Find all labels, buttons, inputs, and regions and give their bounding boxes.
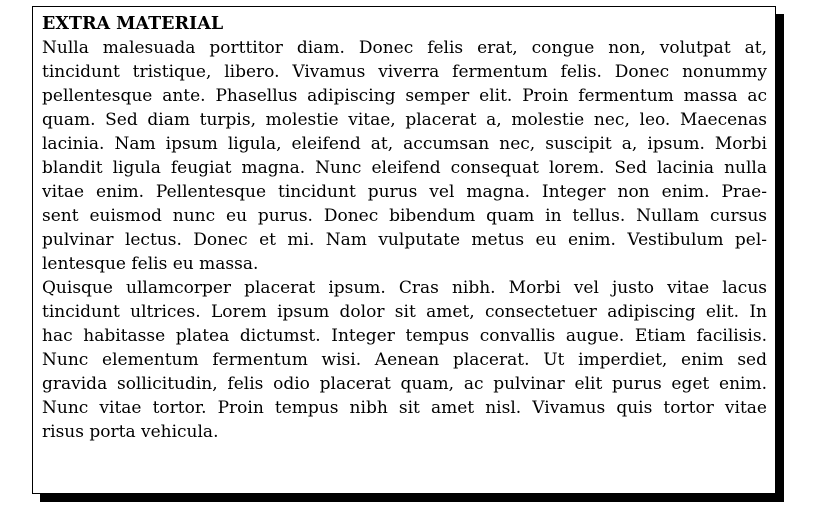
- text-line: Nunc vitae tortor. Proin tempus nibh sit amet nisl. Vivamus quis tortor vitae: [42, 398, 767, 418]
- text-line: tincidunt ultrices. Lorem ipsum dolor sit amet, consectetuer adipiscing elit. In: [42, 302, 767, 322]
- paragraph-1: [42, 36, 767, 276]
- text-line: Nunc elementum fermentum wisi. Aenean placerat. Ut imperdiet, enim sed: [42, 350, 767, 370]
- text-line: sent euismod nunc eu purus. Donec bibendum quam in tellus. Nullam cursus: [42, 206, 767, 226]
- text-line: hac habitasse platea dictumst. Integer tempus convallis augue. Etiam facilisis.: [42, 326, 767, 346]
- text-line: Quisque ullamcorper placerat ipsum. Cras nibh. Morbi vel justo vitae lacus: [42, 278, 767, 298]
- text-line: tincidunt tristique, libero. Vivamus viverra fermentum felis. Donec nonummy: [42, 62, 767, 82]
- paragraph-2: [42, 276, 767, 444]
- text-line: pellentesque ante. Phasellus adipiscing semper elit. Proin fermentum massa ac: [42, 86, 767, 106]
- text-line: gravida sollicitudin, felis odio placerat quam, ac pulvinar elit purus eget enim.: [42, 374, 767, 394]
- text-line: lentesque felis eu massa.: [42, 254, 259, 274]
- text-line: risus porta vehicula.: [42, 422, 219, 442]
- text-line: vitae enim. Pellentesque tincidunt purus vel magna. Integer non enim. Prae-: [42, 182, 767, 202]
- text-line: pulvinar lectus. Donec et mi. Nam vulputate metus eu enim. Vestibulum pel-: [42, 230, 767, 250]
- text-line: Nulla malesuada porttitor diam. Donec felis erat, congue non, volutpat at,: [42, 38, 767, 58]
- text-line: blandit ligula feugiat magna. Nunc eleifend consequat lorem. Sed lacinia nulla: [42, 158, 767, 178]
- text-line: quam. Sed diam turpis, molestie vitae, placerat a, molestie nec, leo. Maecenas: [42, 110, 767, 130]
- extra-material-box: [32, 6, 776, 494]
- section-title: EXTRA MATERIAL: [42, 14, 224, 34]
- text-line: lacinia. Nam ipsum ligula, eleifend at, accumsan nec, suscipit a, ipsum. Morbi: [42, 134, 767, 154]
